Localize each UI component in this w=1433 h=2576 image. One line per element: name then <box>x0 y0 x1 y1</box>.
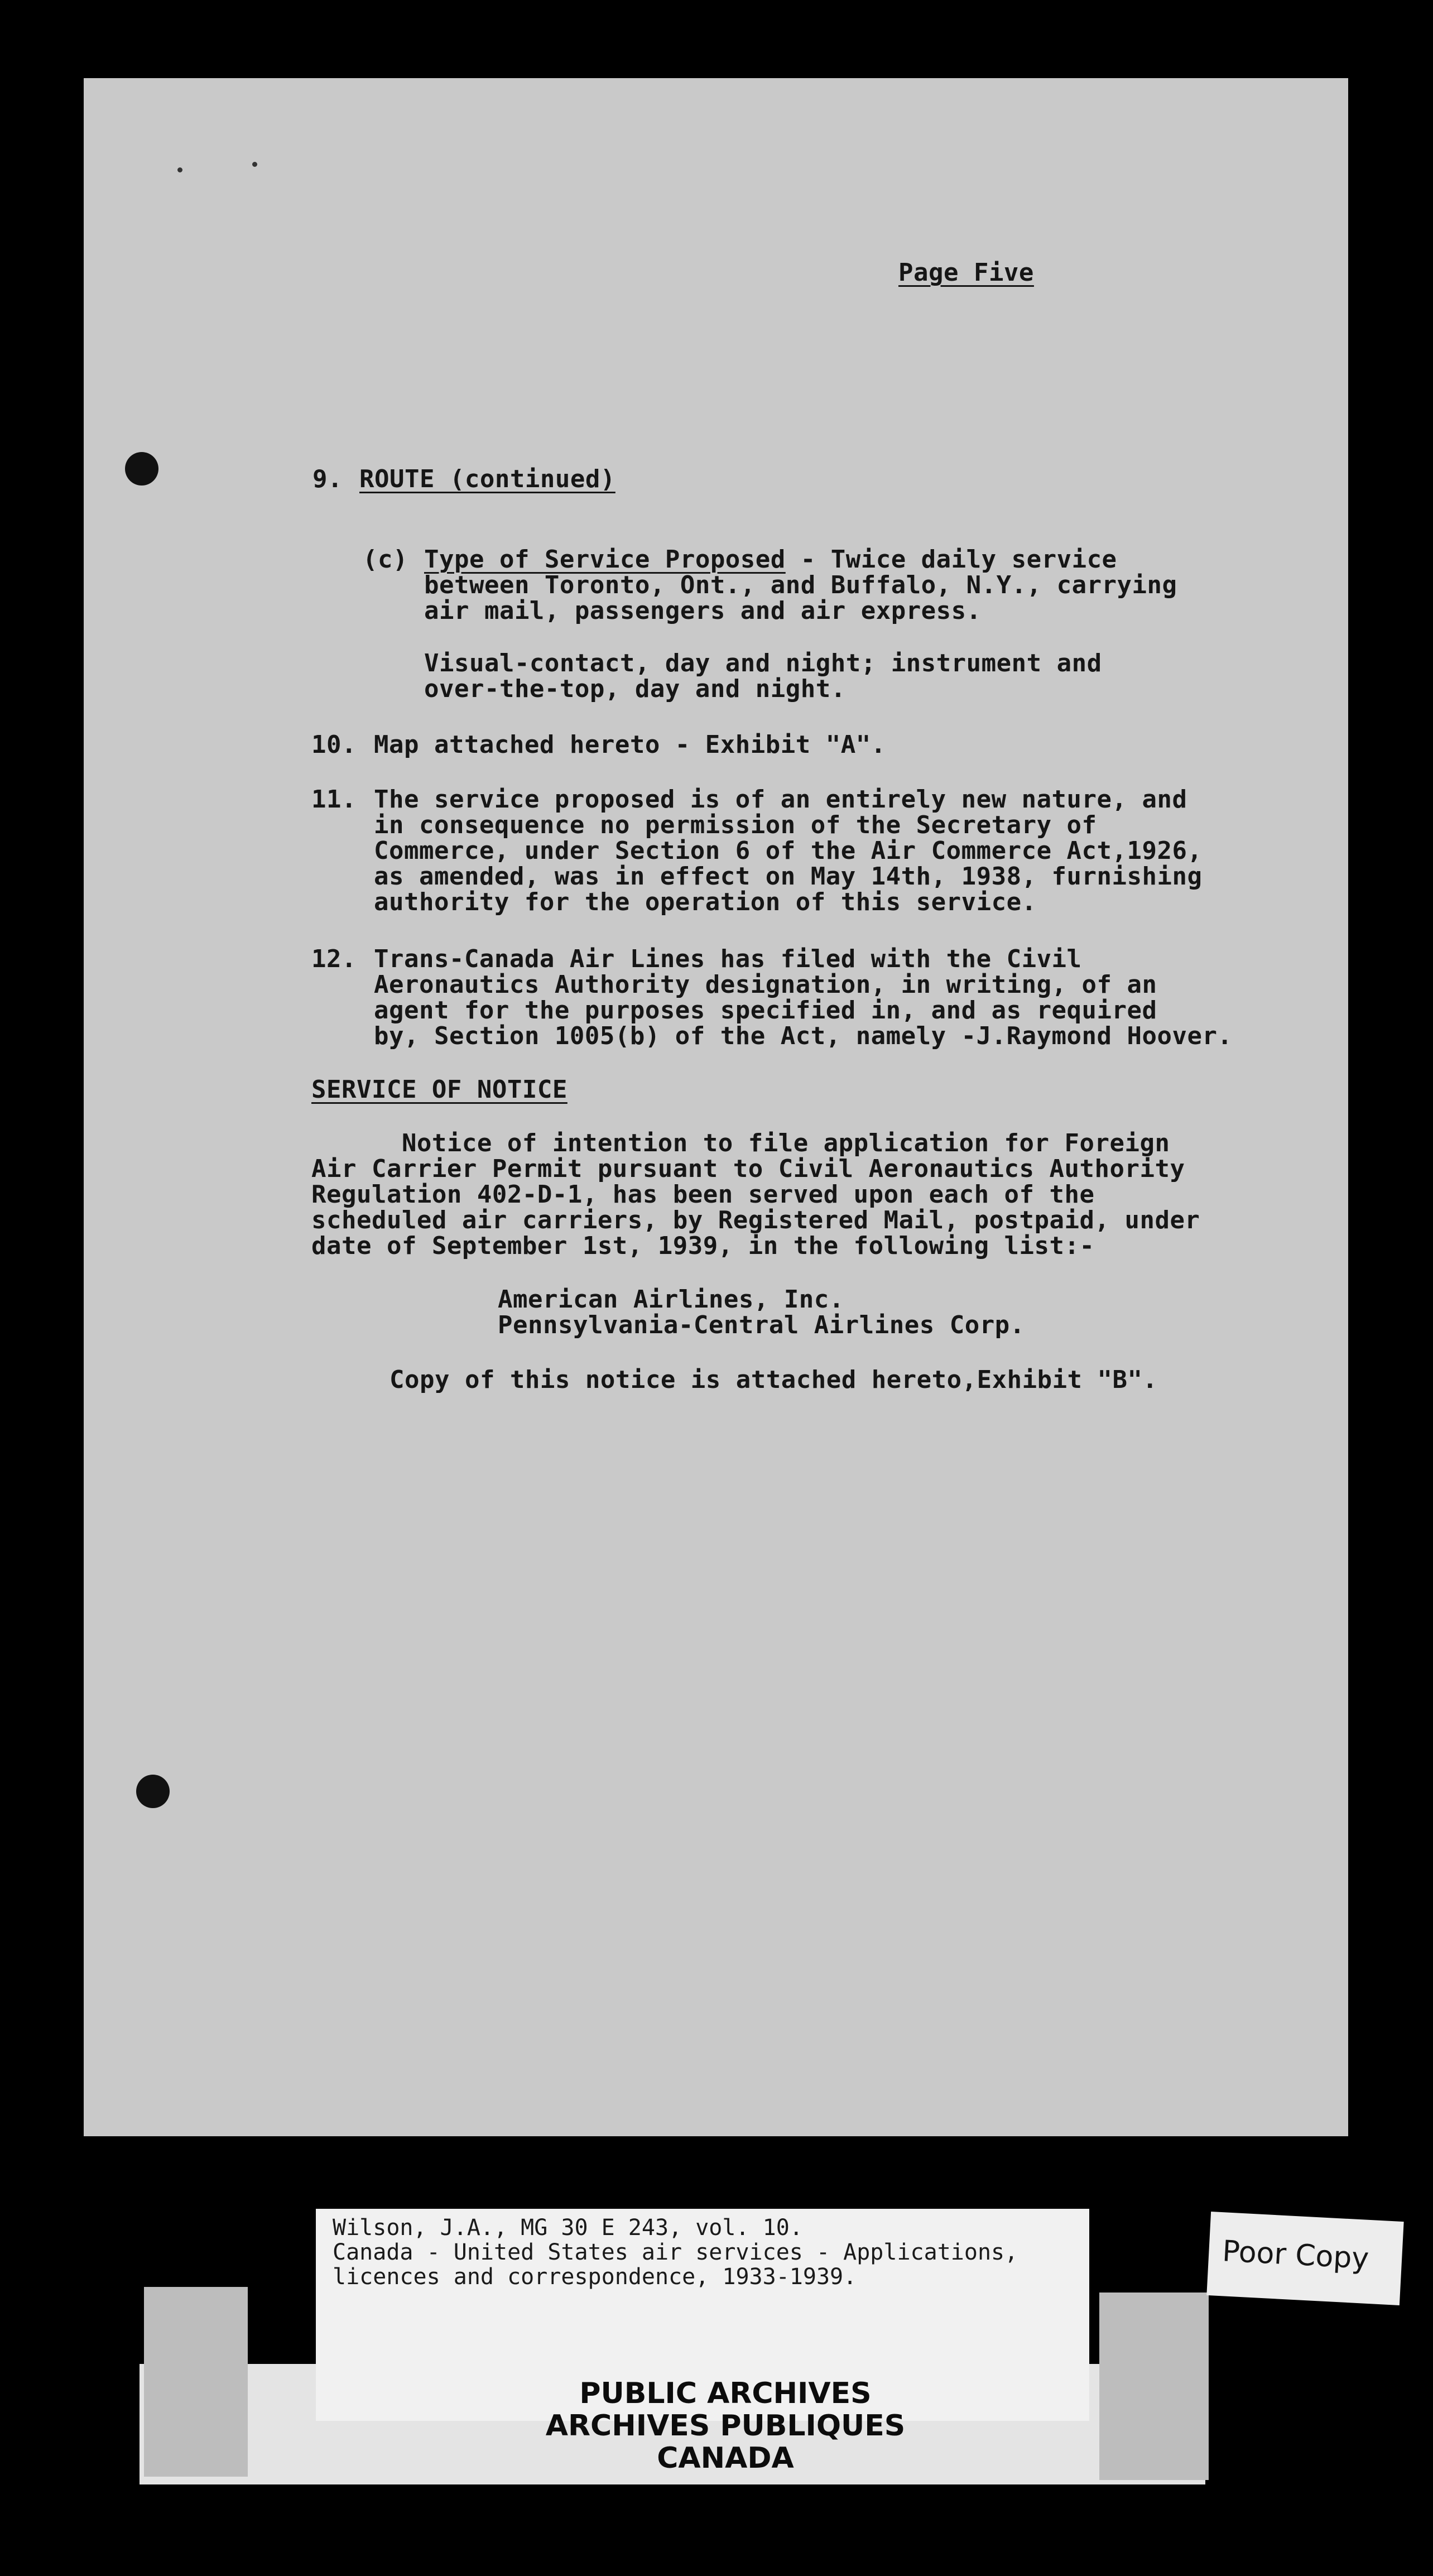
notice-line: date of September 1st, 1939, in the following list:- <box>311 1232 1095 1260</box>
punch-hole-top <box>125 452 158 486</box>
punch-hole-bottom <box>136 1775 170 1808</box>
stamp-line: CANADA <box>657 2442 794 2475</box>
item-c-line-3: air mail, passengers and air express. <box>424 597 982 625</box>
item-11-line: in consequence no permission of the Secretary of <box>374 811 1097 839</box>
notice-line: Regulation 402-D-1, has been served upon each of the <box>311 1180 1095 1209</box>
speck <box>177 167 182 172</box>
item-11-line: authority for the operation of this service. <box>374 888 1037 916</box>
poor-copy-note <box>1206 2212 1403 2305</box>
item-11-line: Commerce, under Section 6 of the Air Commerce Act,1926, <box>374 837 1203 865</box>
label-dates: licences and correspondence, 1933-1939. <box>333 2264 857 2290</box>
page-header: Page Five <box>898 258 1034 287</box>
item-11-line: The service proposed is of an entirely new nature, and <box>374 785 1187 814</box>
notice-line: scheduled air carriers, by Registered Mail, postpaid, under <box>311 1206 1200 1234</box>
item-c-line-1-rest: - Twice daily service <box>785 545 1117 574</box>
item-12-number: 12. <box>311 945 357 973</box>
item-11-line: as amended, was in effect on May 14th, 1938, furnishing <box>374 862 1203 891</box>
item-c-line-2: between Toronto, Ont., and Buffalo, N.Y., carrying <box>424 571 1177 599</box>
item-12-line: by, Section 1005(b) of the Act, namely -J.Raymond Hoover. <box>374 1022 1233 1050</box>
item-c-line-1 <box>424 547 1117 573</box>
item-10-text: Map attached hereto - Exhibit "A". <box>374 730 886 759</box>
speck <box>252 162 257 167</box>
document-page <box>84 78 1348 2136</box>
item-12-line: Trans-Canada Air Lines has filed with the Civil <box>374 945 1082 973</box>
item-c-line-5: over-the-top, day and night. <box>424 675 846 703</box>
item-10-number: 10. <box>311 730 357 759</box>
mount-clip-right <box>1099 2293 1209 2480</box>
section-9-title: ROUTE (continued) <box>359 465 615 493</box>
carrier-item: American Airlines, Inc. <box>498 1285 844 1314</box>
section-9-number: 9. <box>312 465 343 493</box>
stamp-line: ARCHIVES PUBLIQUES <box>545 2409 906 2443</box>
carrier-item: Pennsylvania-Central Airlines Corp. <box>498 1311 1025 1339</box>
item-12-line: Aeronautics Authority designation, in writing, of an <box>374 970 1157 999</box>
stamp-line: PUBLIC ARCHIVES <box>579 2377 872 2410</box>
notice-line: Air Carrier Permit pursuant to Civil Aeronautics Authority <box>311 1155 1185 1183</box>
public-archives-stamp <box>446 2377 1004 2474</box>
item-12-line: agent for the purposes specified in, and as required <box>374 996 1157 1025</box>
item-11-number: 11. <box>311 785 357 814</box>
notice-line: Notice of intention to file application for Foreign <box>311 1129 1170 1157</box>
item-c-marker: (c) <box>363 545 408 574</box>
label-reference: Wilson, J.A., MG 30 E 243, vol. 10. <box>333 2215 803 2241</box>
item-c-line-4: Visual-contact, day and night; instrument and <box>424 649 1102 677</box>
poor-copy-text: Poor Copy <box>1221 2234 1370 2276</box>
label-subject: Canada - United States air services - Applications, <box>333 2239 1018 2265</box>
copy-notice-line: Copy of this notice is attached hereto,Exhibit "B". <box>389 1366 1158 1394</box>
item-c-heading: Type of Service Proposed <box>424 545 786 574</box>
service-notice-heading: SERVICE OF NOTICE <box>311 1075 568 1104</box>
mount-clip-left <box>144 2287 248 2477</box>
